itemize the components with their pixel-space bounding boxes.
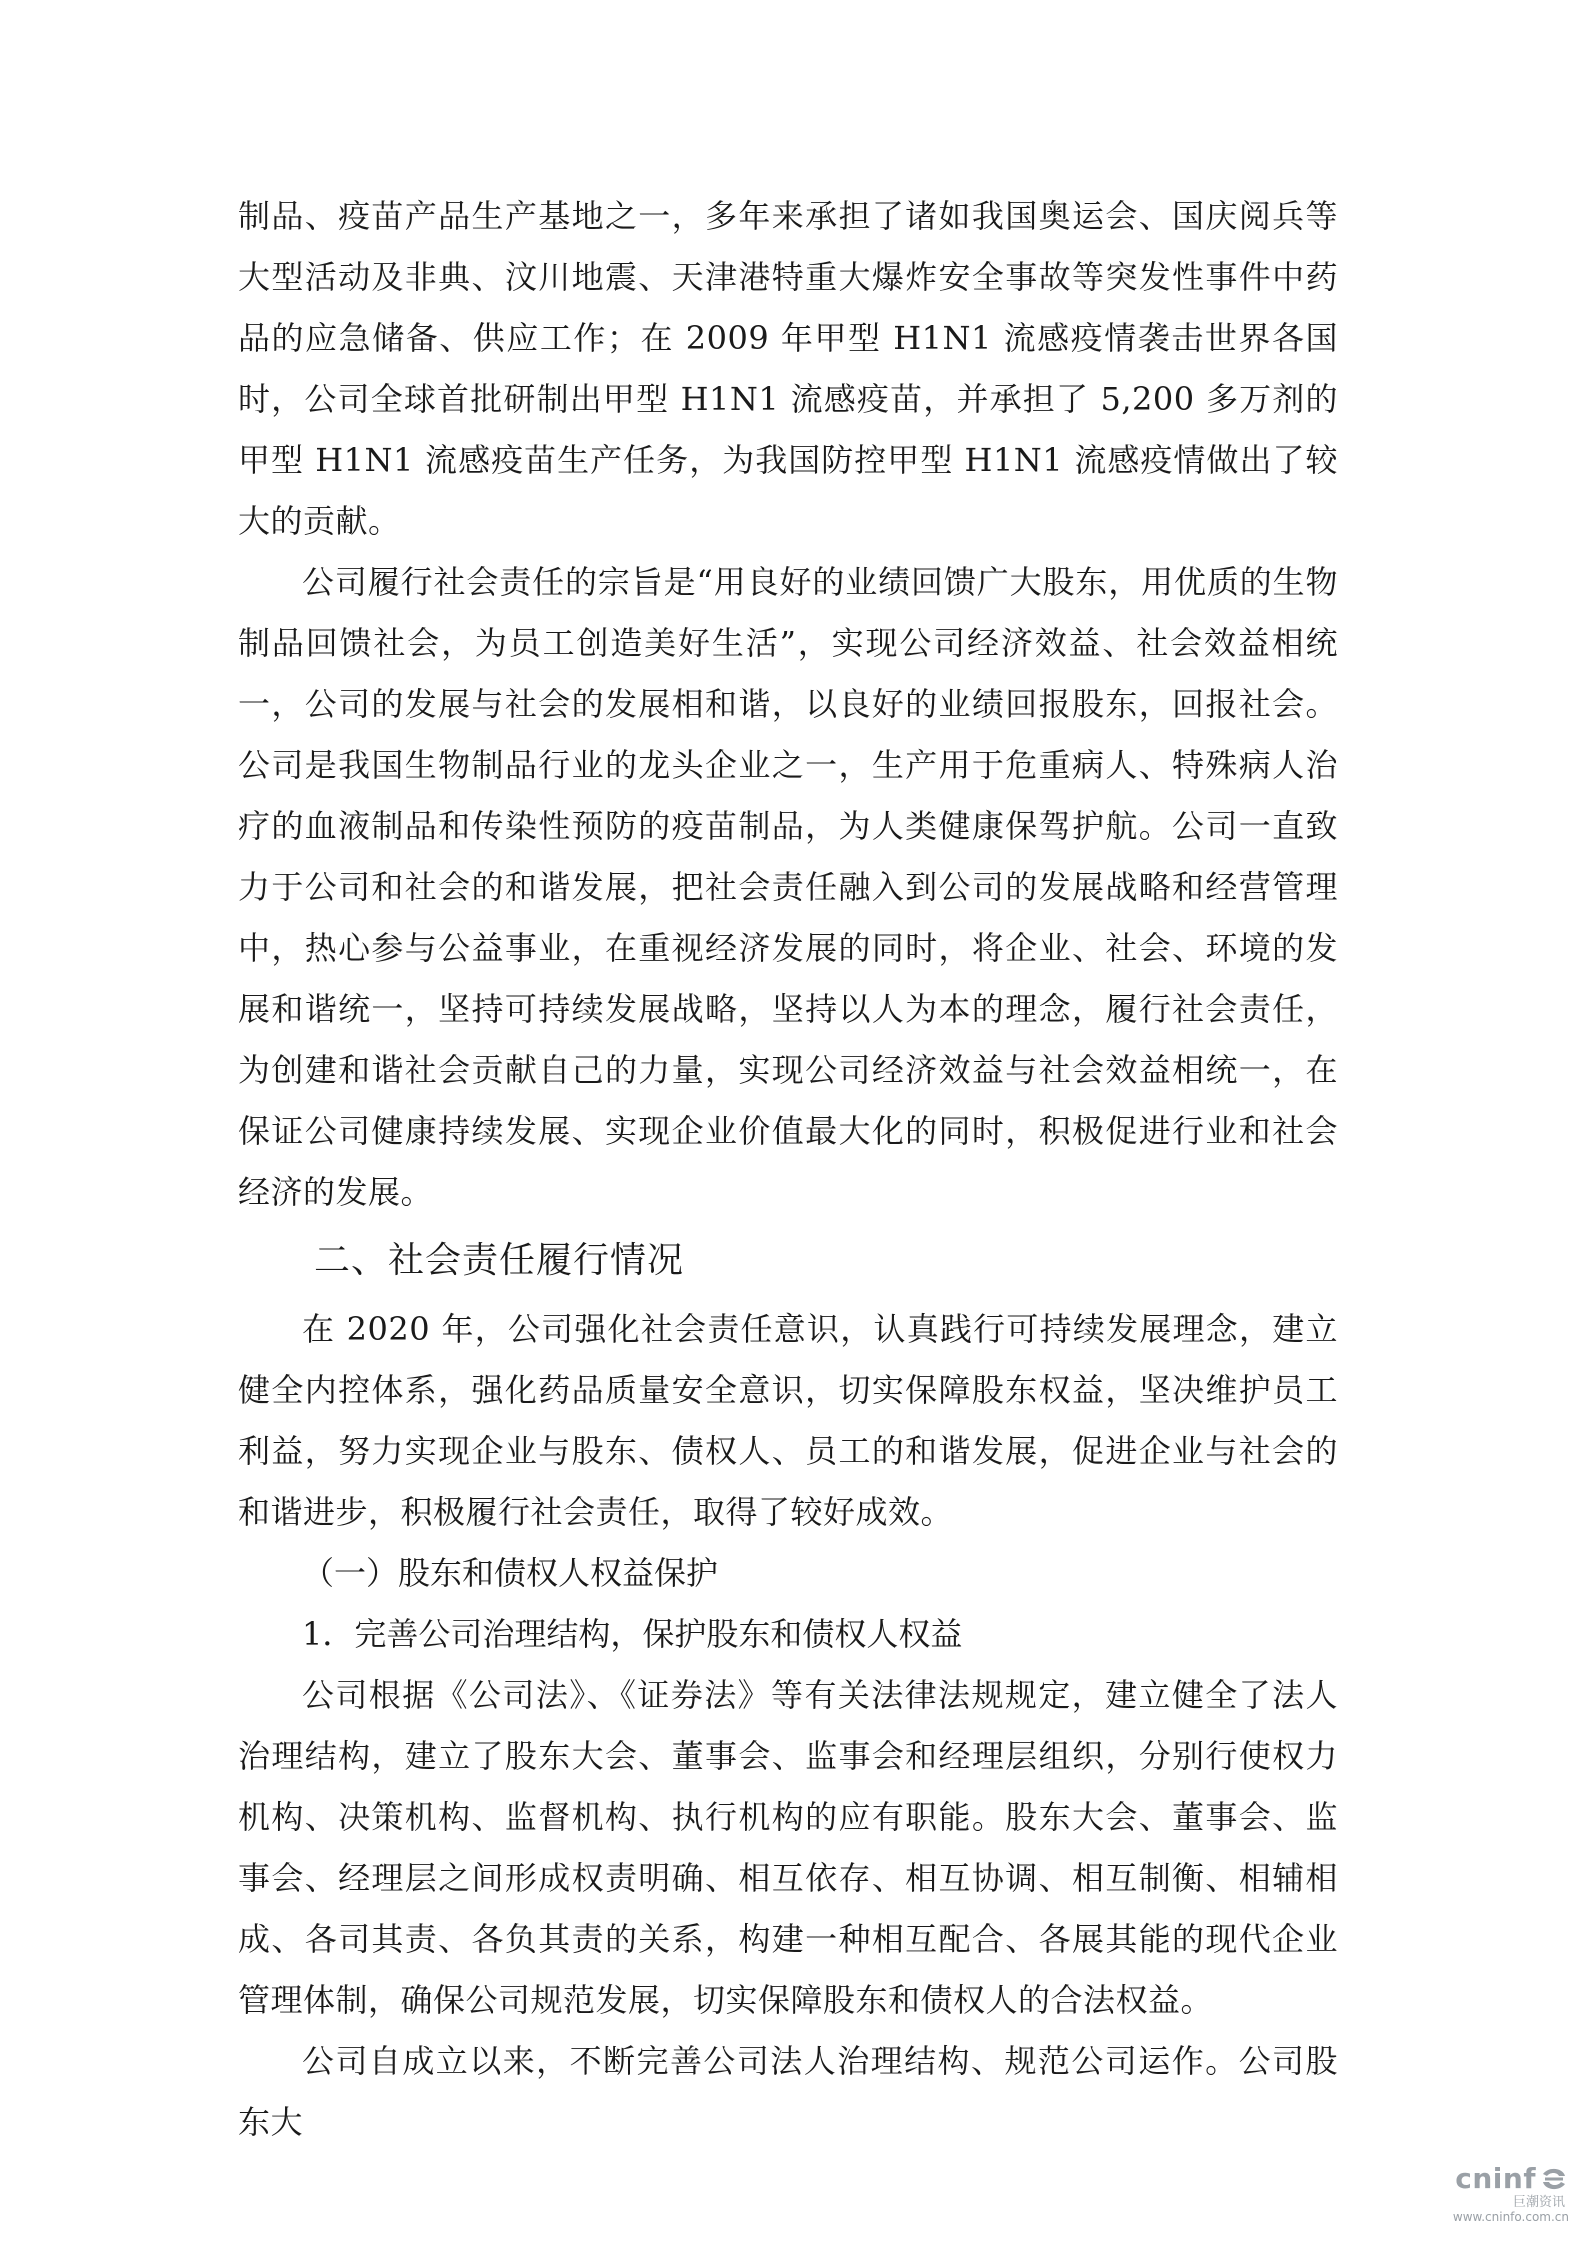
watermark-cn-name: 巨潮资讯 bbox=[1512, 2195, 1565, 2210]
subsection-heading: （一）股东和债权人权益保护 bbox=[302, 1554, 719, 1592]
watermark-brand: cninf bbox=[1455, 2162, 1536, 2195]
paragraph-section-intro: 在 2020 年，公司强化社会责任意识，认真践行可持续发展理念，建立健全内控体系，强化药品质量安全意识，切实保障股东权益，坚决维护员工利益，努力实现企业与股东、债权人、员工的和谐发展，促进企业与社会的和谐进步，积极履行社会责任，取得了较好成效。 bbox=[238, 1310, 1338, 1531]
paragraph-governance-structure: 公司根据《公司法》、《证券法》等有关法律法规规定，建立健全了法人治理结构，建立了股东大会、董事会、监事会和经理层组织，分别行使权力机构、决策机构、监督机构、执行机构的应有职能。股东大会、董事会、监事会、经理层之间形成权责明确、相互依存、相互协调、相互制衡、相辅相成、各司其责、各负其责的关系，构建一种相互配合、各展其能的现代企业管理体制，确保公司规范发展，切实保障股东和债权人的合法权益。 bbox=[238, 1676, 1338, 2019]
item-heading: 1．完善公司治理结构，保护股东和债权人权益 bbox=[302, 1615, 963, 1653]
cninfo-swirl-icon bbox=[1539, 2164, 1569, 2194]
paragraph-vaccine-history: 制品、疫苗产品生产基地之一，多年来承担了诸如我国奥运会、国庆阅兵等大型活动及非典、汶川地震、天津港特重大爆炸安全事故等突发性事件中药品的应急储备、供应工作；在 2009 年甲型 H1N1 流感疫情袭击世界各国时，公司全球首批研制出甲型 H1N1 流感疫苗，并承担了 5,200 多万剂的甲型 H1N1 流感疫苗生产任务，为我国防控甲型 H1N1 流感疫情做出了较大的贡献。 bbox=[238, 197, 1338, 540]
watermark-url: www.cninfo.com.cn bbox=[1452, 2210, 1569, 2224]
document-body bbox=[238, 186, 1338, 2153]
cninfo-watermark bbox=[1419, 2162, 1569, 2232]
paragraph-governance-continued: 公司自成立以来，不断完善公司法人治理结构、规范公司运作。公司股东大 bbox=[238, 2042, 1338, 2141]
watermark-logo bbox=[1419, 2162, 1569, 2195]
paragraph-csr-purpose: 公司履行社会责任的宗旨是“用良好的业绩回馈广大股东，用优质的生物制品回馈社会，为员工创造美好生活”，实现公司经济效益、社会效益相统一，公司的发展与社会的发展相和谐，以良好的业绩回报股东，回报社会。公司是我国生物制品行业的龙头企业之一，生产用于危重病人、特殊病人治疗的血液制品和传染性预防的疫苗制品，为人类健康保驾护航。公司一直致力于公司和社会的和谐发展，把社会责任融入到公司的发展战略和经营管理中，热心参与公益事业，在重视经济发展的同时，将企业、社会、环境的发展和谐统一，坚持可持续发展战略，坚持以人为本的理念，履行社会责任，为创建和谐社会贡献自己的力量，实现公司经济效益与社会效益相统一，在保证公司健康持续发展、实现企业价值最大化的同时，积极促进行业和社会经济的发展。 bbox=[238, 563, 1338, 1211]
section-heading: 二、社会责任履行情况 bbox=[314, 1240, 685, 1281]
